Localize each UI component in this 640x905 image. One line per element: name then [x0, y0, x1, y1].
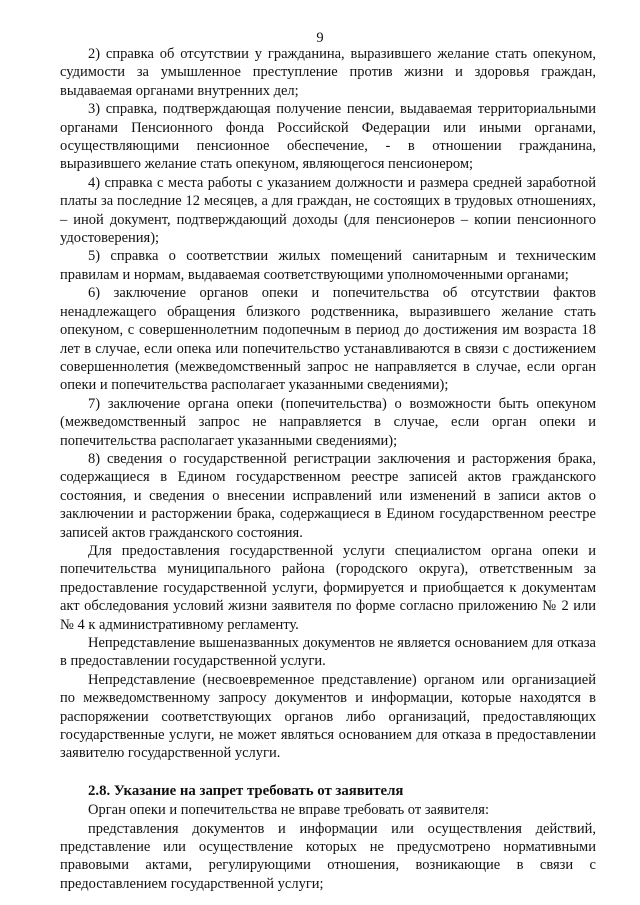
section-heading: 2.8. Указание на запрет требовать от заявителя [88, 782, 404, 799]
paragraph-item-7: 7) заключение органа опеки (попечительства) о возможности быть опекуном (межведомственный запрос не направляется в случае, если орган опеки и попечительства располагает указанными сведениями); [60, 395, 596, 449]
paragraph-interagency-request: Непредставление (несвоевременное представление) органом или организацией по межведомственному запросу документов и информации, которые находятся в распоряжении соответствующих органов либо организаций, предоставляющих государственные услуги, не может являться основанием для отказа в предоставлении заявителю государственной услуги. [60, 671, 596, 762]
paragraph-inspection-act: Для предоставления государственной услуги специалистом органа опеки и попечительства муниципального района (городского округа), ответственным за предоставление государственной услуги, формируется и приобщается к документам акт обследования условий жизни заявителя по форме согласно приложению № 2 или № 4 к административному регламенту. [60, 542, 596, 633]
paragraph-item-2: 2) справка об отсутствии у гражданина, выразившего желание стать опекуном, судимости за умышленное преступление против жизни и здоровья граждан, выдаваемая органами внутренних дел; [60, 46, 596, 99]
paragraph-item-4: 4) справка с места работы с указанием должности и размера средней заработной платы за последние 12 месяцев, а для граждан, не состоящих в трудовых отношениях, – иной документ, подтверждающий доходы (для пенсионеров – копии пенсионного удостоверения); [60, 174, 596, 247]
page-number: 9 [316, 30, 324, 46]
paragraph-non-submission: Непредставление вышеназванных документов не является основанием для отказа в предоставлении государственной услуги. [60, 635, 596, 670]
paragraph-item-5: 5) справка о соответствии жилых помещений санитарным и техническим правилам и нормам, выдаваемая соответствующими уполномоченными органами; [60, 248, 596, 283]
document-body [60, 45, 596, 893]
paragraph-prohibition-item: представления документов и информации или осуществления действий, представление или осуществление которых не предусмотрено нормативными правовыми актами, регулирующими отношения, возникающие в связи с предоставлением государственной услуги; [60, 820, 596, 892]
paragraph-item-6: 6) заключение органов опеки и попечительства об отсутствии фактов ненадлежащего обращения близкого родственника, выразившего желание стать опекуном, с совершеннолетним подопечным в период до достижения им возраста 18 лет в случае, если опека или попечительство устанавливаются в связи с достижением совершеннолетия (межведомственный запрос не направляется в случае, если орган опеки и попечительства располагает указанными сведениями); [60, 285, 596, 394]
paragraph-item-3: 3) справка, подтверждающая получение пенсии, выдаваемая территориальными органами Пенсионного фонда Российской Федерации или иными органами, осуществляющими пенсионное обеспечение, - в отношении гражданина, выразившего желание стать опекуном, являющегося пенсионером; [60, 101, 596, 173]
paragraph-prohibition-intro: Орган опеки и попечительства не вправе требовать от заявителя: [88, 802, 489, 819]
paragraph-item-8: 8) сведения о государственной регистрации заключения и расторжения брака, содержащиеся в Едином государственном реестре записей актов гражданского состояния, и сведения о внесении исправлений или изменений в записи актов о заключении и расторжении брака, содержащиеся в Едином государственном реестре записей актов гражданского состояния. [60, 450, 596, 541]
